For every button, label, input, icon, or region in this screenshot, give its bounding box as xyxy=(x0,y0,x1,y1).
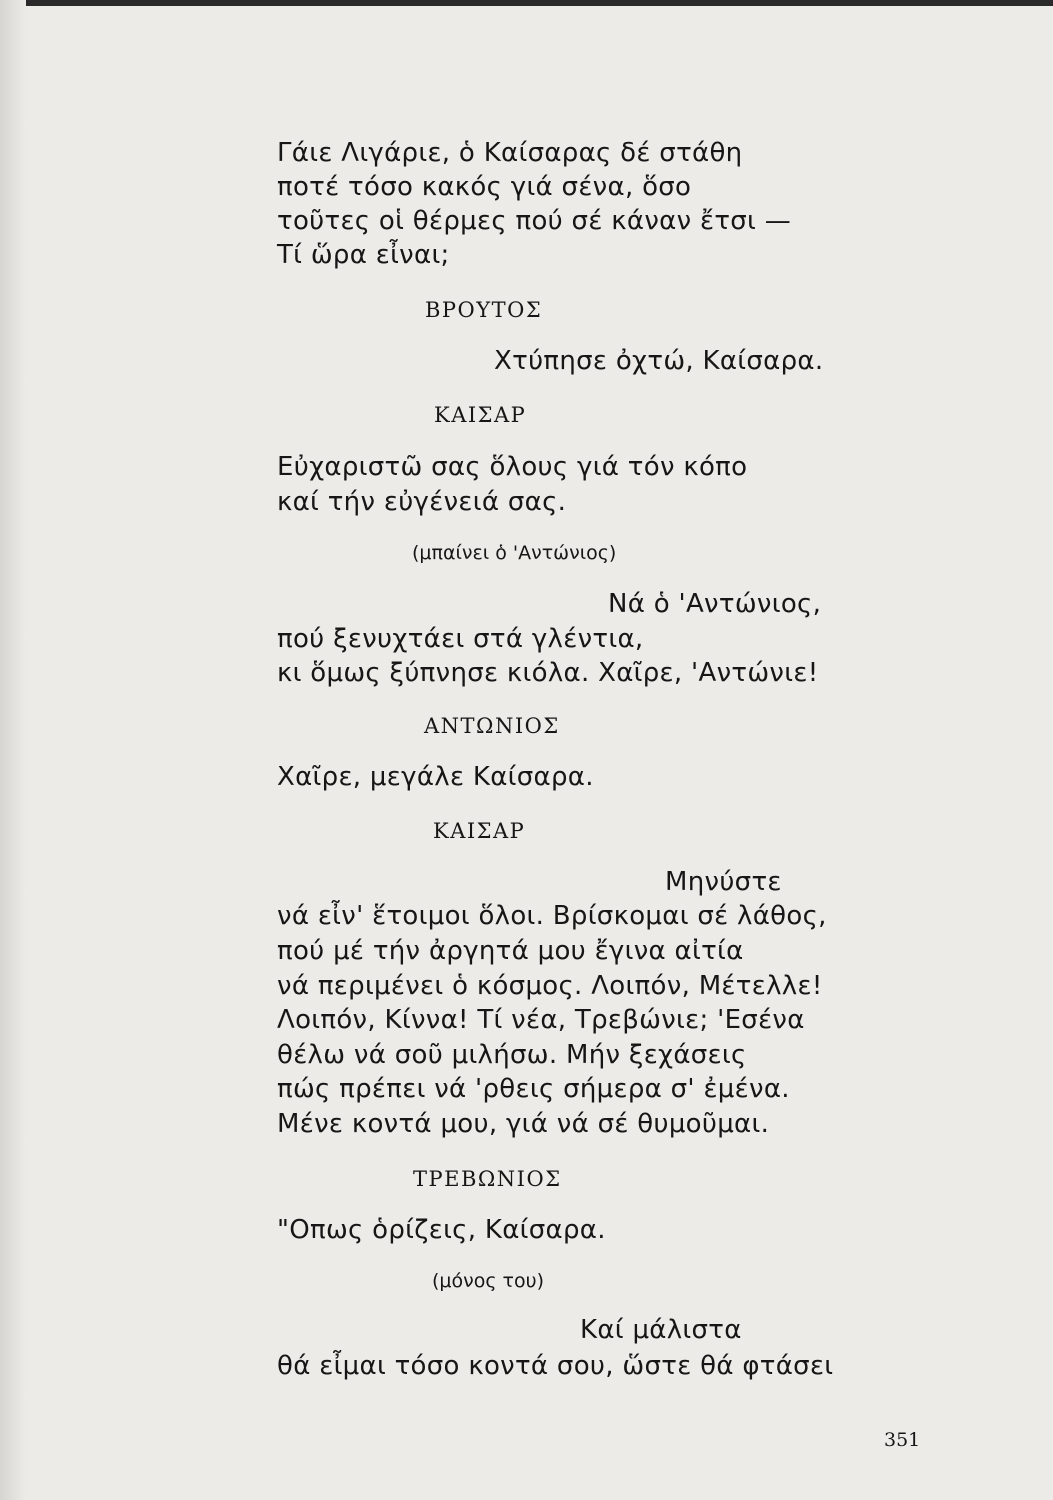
verse-line: νά εἶν' ἕτοιμοι ὅλοι. Βρίσκομαι σέ λάθος, xyxy=(277,901,827,931)
verse-line: Εὐχαριστῶ σας ὅλους γιά τόν κόπο xyxy=(277,452,748,482)
verse-line: καί τήν εὐγένειά σας. xyxy=(277,487,567,517)
stage-direction: (μόνος του) xyxy=(432,1270,545,1292)
verse-line: θέλω νά σοῦ μιλήσω. Μήν ξεχάσεις xyxy=(277,1040,747,1070)
speaker-name: ΑΝΤΩΝΙΟΣ xyxy=(424,714,560,738)
verse-line: θά εἶμαι τόσο κοντά σου, ὥστε θά φτάσει xyxy=(277,1351,834,1381)
verse-line: "Οπως ὁρίζεις, Καίσαρα. xyxy=(277,1215,606,1245)
verse-line: κι ὅμως ξύπνησε κιόλα. Χαῖρε, 'Αντώνιε! xyxy=(277,658,819,688)
verse-line: πώς πρέπει νά 'ρθεις σήμερα σ' ἐμένα. xyxy=(277,1074,790,1104)
verse-line: πού ξενυχτάει στά γλέντια, xyxy=(277,624,644,654)
stage-direction: (μπαίνει ὁ 'Αντώνιος) xyxy=(412,542,617,564)
page-top-edge xyxy=(0,0,1053,6)
verse-line: Γάιε Λιγάριε, ὁ Καίσαρας δέ στάθη xyxy=(277,138,743,168)
verse-line: Χτύπησε ὀχτώ, Καίσαρα. xyxy=(494,346,824,376)
speaker-name: ΚΑΙΣΑΡ xyxy=(433,819,526,843)
verse-line: πού μέ τήν ἀργητά μου ἔγινα αἰτία xyxy=(277,936,744,966)
verse-line: Χαῖρε, μεγάλε Καίσαρα. xyxy=(277,762,594,792)
verse-line: Μηνύστε xyxy=(665,867,782,897)
verse-line: τοῦτες οἱ θέρμες πού σέ κάναν ἔτσι — xyxy=(277,206,792,236)
verse-line: Νά ὁ 'Αντώνιος, xyxy=(608,589,822,619)
speaker-name: ΤΡΕΒΩΝΙΟΣ xyxy=(413,1167,562,1191)
page-number: 351 xyxy=(884,1429,921,1451)
speaker-name: ΒΡΟΥΤΟΣ xyxy=(425,298,543,322)
verse-line: Καί μάλιστα xyxy=(580,1315,742,1345)
speaker-name: ΚΑΙΣΑΡ xyxy=(434,403,527,427)
verse-line: Μένε κοντά μου, γιά νά σέ θυμοῦμαι. xyxy=(277,1109,770,1139)
verse-line: Λοιπόν, Κίννα! Τί νέα, Τρεβώνιε; 'Εσένα xyxy=(277,1005,805,1035)
book-spine-shadow xyxy=(0,0,26,1500)
verse-line: νά περιμένει ὁ κόσμος. Λοιπόν, Μέτελλε! xyxy=(277,971,823,1001)
verse-line: ποτέ τόσο κακός γιά σένα, ὅσο xyxy=(277,172,692,202)
verse-line: Τί ὥρα εἶναι; xyxy=(277,240,450,270)
